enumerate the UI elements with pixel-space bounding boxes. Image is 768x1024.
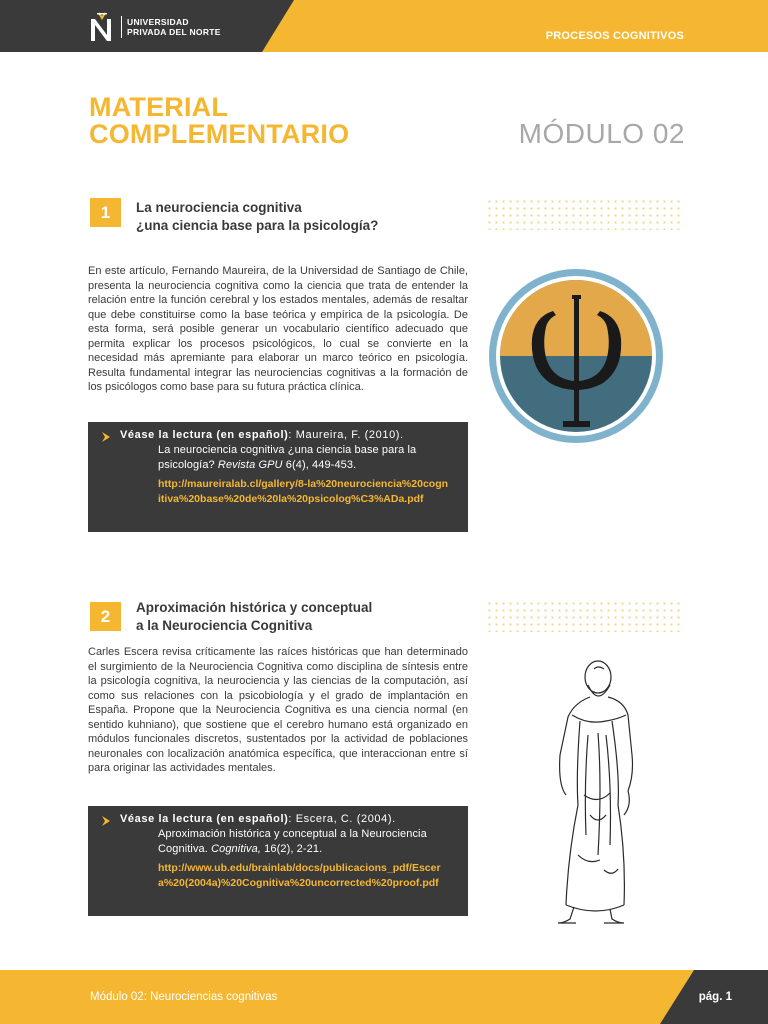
reference-details-2: 16(2), 2-21. bbox=[261, 843, 323, 855]
reference-lead-2 bbox=[120, 812, 450, 827]
reference-box-2 bbox=[88, 806, 468, 916]
university-logo[interactable] bbox=[88, 11, 221, 43]
course-name: PROCESOS COGNITIVOS bbox=[545, 30, 684, 42]
reference-citation-2 bbox=[158, 827, 450, 857]
logo-text bbox=[127, 17, 221, 37]
reference-journal-1: Revista GPU bbox=[217, 459, 283, 471]
reference-citation-1 bbox=[158, 443, 450, 473]
section-number-2: 2 bbox=[90, 602, 121, 631]
logo-line-1: UNIVERSIDAD bbox=[127, 17, 189, 27]
reference-link-2[interactable]: http://www.ub.edu/brainlab/docs/publicacions_pdf/Escera%20(2004a)%20Cognitiva%20uncorrected%20proof.pdf bbox=[158, 862, 441, 889]
page-number: pág. 1 bbox=[698, 991, 732, 1003]
university-logo-icon bbox=[88, 11, 116, 43]
section-title-1-line-2: ¿una ciencia base para la psicología? bbox=[136, 218, 379, 233]
page-title bbox=[89, 94, 349, 148]
reference-text-2: Aproximación histórica y conceptual a la Neurociencia Cognitiva. bbox=[158, 828, 427, 855]
title-line-2: COMPLEMENTARIO bbox=[89, 119, 350, 149]
section-body-2: Carles Escera revisa críticamente las raíces históricas que han determinado el surgimiento de la Neurociencia Cognitiva como disciplina de síntesis entre la psicología cognitiva, la neurociencia y las ciencias de la computación, así como sus relaciones con la psicobiología y el grado de implantación en España. Propone que la Neurociencia Cognitiva es una ciencia normal (en sentido kuhniano), que sostiene que el cerebro humano está organizado en módulos funcionales discretos, sustentados por la actividad de poblaciones neuronales con localización anatómica específica, que interaccionan entre sí para originar las actividades mentales. bbox=[88, 646, 468, 774]
reference-lead-label-2: Véase la lectura (en español) bbox=[120, 813, 289, 825]
reference-lead-label-1: Véase la lectura (en español) bbox=[120, 429, 289, 441]
section-title-2 bbox=[136, 599, 372, 635]
section-body-1: En este artículo, Fernando Maureira, de la Universidad de Santiago de Chile, presenta la neurociencia cognitiva como la ciencia que trata de entender la relación entre la función cerebral y los estados mentales, además de resaltar que debe constituirse como la base teórica y empírica de la psicología. De esta forma, será posible generar un vocabulario científico adecuado que permita explicar los procesos psicológicos, lo cual se convierte en la necesidad más apremiante para elaborar un marco teórico en psicología. Resulta fundamental integrar las neurociencias cognitivas a la formación de los psicólogos como base para su futura práctica clínica. bbox=[88, 265, 468, 393]
psi-symbol-icon bbox=[489, 269, 663, 443]
reference-link-1[interactable]: http://maureiralab.cl/gallery/8-la%20neurociencia%20cognitiva%20base%20de%20la%20psicolog%C3%ADa.pdf bbox=[158, 478, 449, 505]
reference-author-2: : Escera, C. (2004). bbox=[288, 813, 396, 825]
logo-separator bbox=[121, 16, 122, 38]
section-title-1 bbox=[136, 199, 378, 235]
reference-box-1 bbox=[88, 422, 468, 532]
section-title-2-line-1: Aproximación histórica y conceptual bbox=[136, 600, 373, 615]
section-title-2-line-2: a la Neurociencia Cognitiva bbox=[136, 618, 313, 633]
section-title-1-line-1: La neurociencia cognitiva bbox=[136, 200, 302, 215]
reference-details-1: 6(4), 449-453. bbox=[282, 459, 357, 471]
module-label: MÓDULO 02 bbox=[518, 118, 685, 149]
reference-text-1: La neurociencia cognitiva ¿una ciencia base para la psicología? bbox=[158, 444, 417, 471]
arrow-bullet-icon bbox=[101, 431, 111, 443]
dot-pattern-1 bbox=[486, 198, 684, 230]
title-line-1: MATERIAL bbox=[89, 92, 229, 122]
philosopher-statue-illustration bbox=[528, 655, 650, 930]
section-number-1: 1 bbox=[90, 198, 121, 227]
logo-line-2: PRIVADA DEL NORTE bbox=[127, 27, 221, 37]
footer-module-text: Módulo 02: Neurociencias cognitivas bbox=[90, 991, 278, 1003]
reference-lead-1 bbox=[120, 428, 450, 443]
reference-journal-2: Cognitiva, bbox=[211, 843, 261, 855]
arrow-bullet-icon bbox=[101, 815, 111, 827]
reference-author-1: : Maureira, F. (2010). bbox=[288, 429, 404, 441]
header-yellow-band bbox=[262, 0, 768, 52]
dot-pattern-2 bbox=[486, 600, 684, 632]
